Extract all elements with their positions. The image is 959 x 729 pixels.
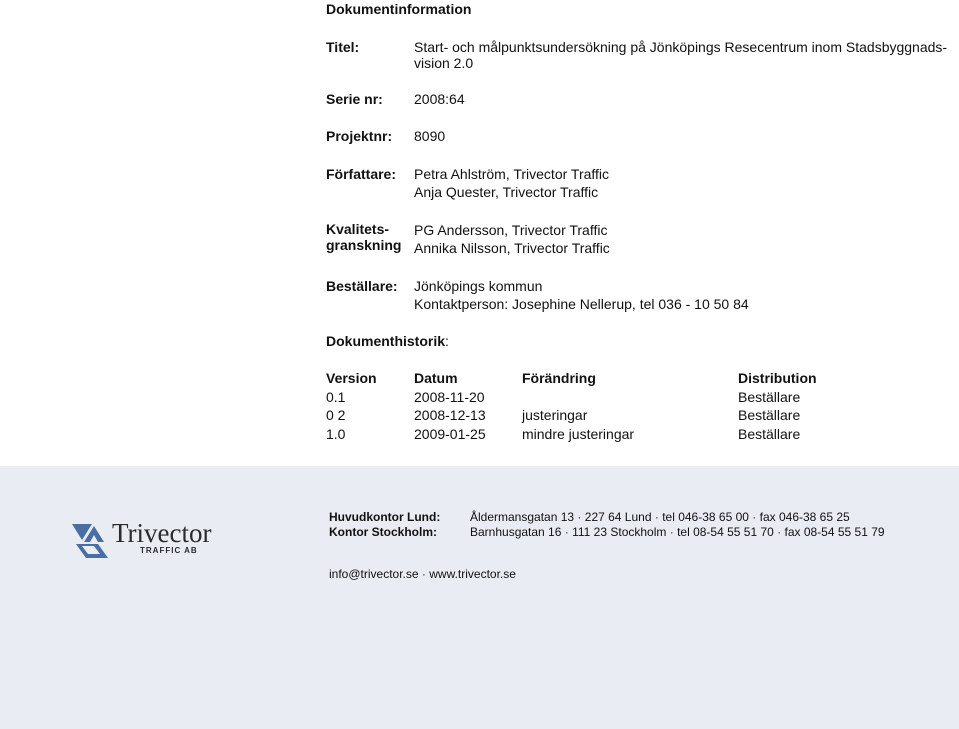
separator-dot: · xyxy=(654,510,659,524)
history-col-date: Datum xyxy=(414,370,458,386)
separator-dot: · xyxy=(669,525,674,539)
history-cell-date: 2009-01-25 xyxy=(414,426,486,442)
office-lund-phone: tel 046-38 65 00 xyxy=(662,510,749,524)
contact-links xyxy=(329,567,516,582)
project-label: Projektnr: xyxy=(326,128,393,144)
history-cell-version: 0 2 xyxy=(326,407,346,423)
author-2: Anja Quester, Trivector Traffic xyxy=(414,184,599,200)
history-cell-distribution: Beställare xyxy=(738,407,801,423)
email-link[interactable]: info@trivector.se xyxy=(329,567,419,581)
footer-band xyxy=(0,466,959,729)
title-label: Titel: xyxy=(326,39,360,55)
history-col-distribution: Distribution xyxy=(738,370,817,386)
office-lund-postal: 227 64 Lund xyxy=(584,510,652,524)
separator-dot: · xyxy=(421,567,426,581)
project-value: 8090 xyxy=(414,128,446,144)
logo-subtitle: TRAFFIC AB xyxy=(140,546,198,555)
website-link[interactable]: www.trivector.se xyxy=(429,567,516,581)
separator-dot: · xyxy=(564,525,569,539)
office-lund-details xyxy=(470,510,850,525)
title-value-line1: Start- och målpunktsundersökning på Jönköpings Resecentrum inom Stadsbyggnads- xyxy=(414,39,948,55)
title-value-line2: vision 2.0 xyxy=(414,55,474,71)
office-stockholm-phone: tel 08-54 55 51 70 xyxy=(677,525,774,539)
client-name: Jönköpings kommun xyxy=(414,278,543,294)
qa-label-line1: Kvalitets- xyxy=(326,221,390,237)
serial-value: 2008:64 xyxy=(414,91,465,107)
office-stockholm-details xyxy=(470,525,885,540)
authors-label: Författare: xyxy=(326,166,397,182)
office-stockholm-fax: fax 08-54 55 51 79 xyxy=(784,525,885,539)
history-heading-colon: : xyxy=(445,333,449,349)
qa-reviewer-2: Annika Nilsson, Trivector Traffic xyxy=(414,240,610,256)
client-contact: Kontaktperson: Josephine Nellerup, tel 036 - 10 50 84 xyxy=(414,296,749,312)
history-cell-distribution: Beställare xyxy=(738,426,801,442)
history-heading-text: Dokumenthistorik xyxy=(326,333,446,349)
qa-reviewer-1: PG Andersson, Trivector Traffic xyxy=(414,222,608,238)
history-cell-date: 2008-11-20 xyxy=(414,389,485,405)
qa-label-line2: granskning xyxy=(326,237,402,253)
office-lund-fax: fax 046-38 65 25 xyxy=(759,510,850,524)
history-cell-change: mindre justeringar xyxy=(522,426,635,442)
office-stockholm-label: Kontor Stockholm: xyxy=(329,525,437,539)
history-heading xyxy=(326,332,449,350)
office-stockholm-postal: 111 23 Stockholm xyxy=(572,525,667,539)
history-cell-distribution: Beställare xyxy=(738,389,801,405)
office-stockholm-address: Barnhusgatan 16 xyxy=(470,525,562,539)
history-col-version: Version xyxy=(326,370,377,386)
client-label: Beställare: xyxy=(326,278,398,294)
separator-dot: · xyxy=(752,510,757,524)
history-col-change: Förändring xyxy=(522,370,596,386)
office-lund-label: Huvudkontor Lund: xyxy=(329,510,441,524)
logo-wordmark: Trivector xyxy=(112,518,212,548)
history-cell-version: 1.0 xyxy=(326,426,346,442)
office-lund-address: Åldermansgatan 13 xyxy=(470,510,575,524)
doc-info-heading: Dokumentinformation xyxy=(326,1,472,17)
separator-dot: · xyxy=(577,510,582,524)
history-cell-date: 2008-12-13 xyxy=(414,407,486,423)
serial-label: Serie nr: xyxy=(326,91,383,107)
history-cell-change: justeringar xyxy=(522,407,588,423)
history-cell-version: 0.1 xyxy=(326,389,346,405)
trivector-logo xyxy=(70,520,230,560)
separator-dot: · xyxy=(777,525,782,539)
author-1: Petra Ahlström, Trivector Traffic xyxy=(414,166,610,182)
